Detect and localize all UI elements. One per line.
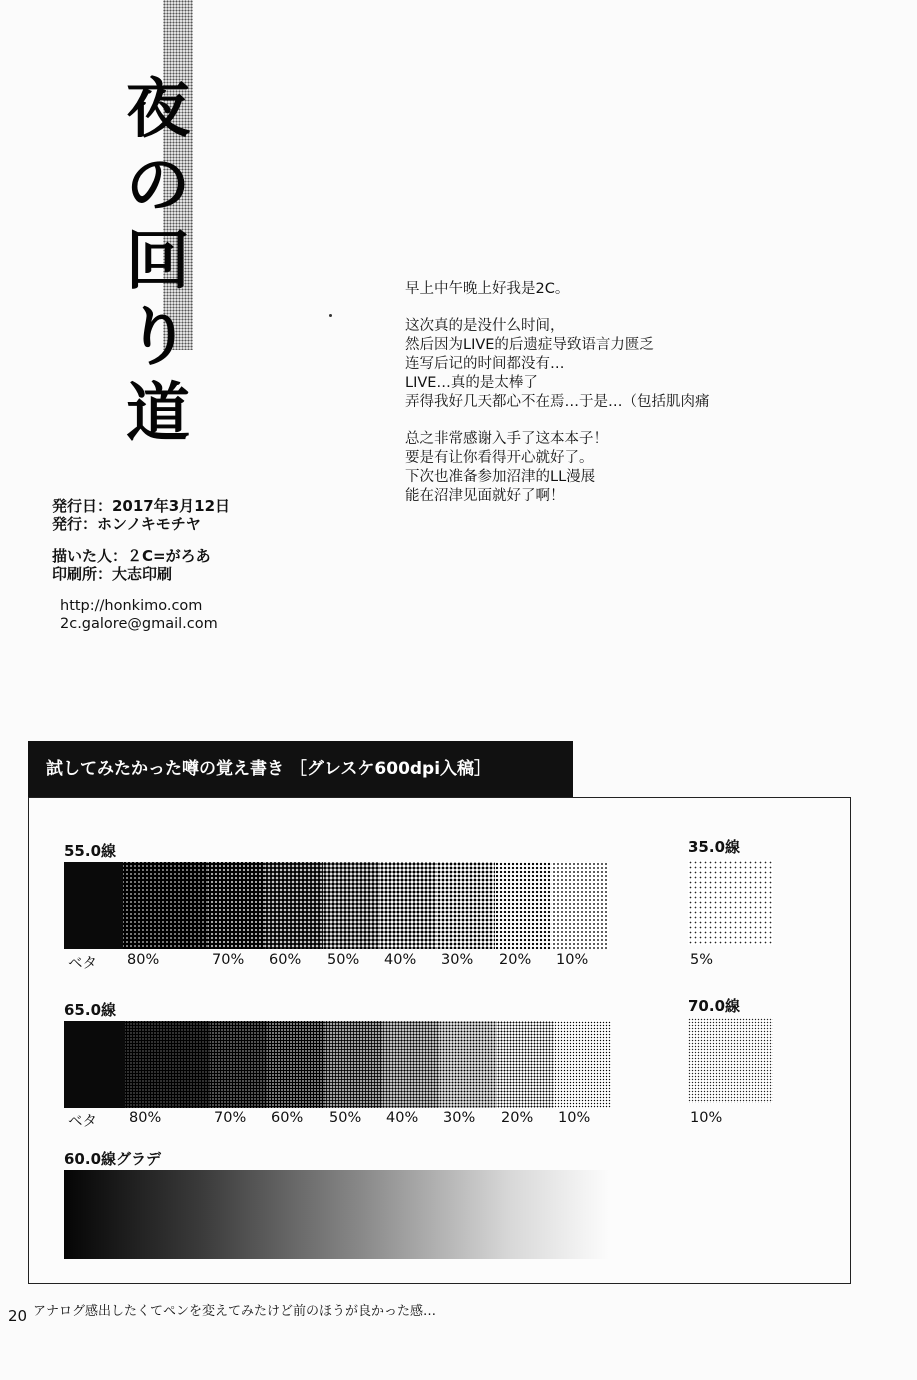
title-char: り (126, 301, 190, 375)
tone-cell (323, 862, 380, 949)
afterword-line: 下次也准备参加沼津的LL漫展 (405, 469, 596, 485)
tone-cell (439, 1021, 497, 1108)
percent-label: ベタ (68, 1114, 97, 1130)
footnote: アナログ感出したくてペンを変えてみたけど前のほうが良かった感… (33, 1304, 437, 1319)
title-char: 道 (126, 377, 190, 451)
title-char: 回 (126, 225, 190, 299)
side1-swatch (688, 860, 773, 945)
percent-label: 20% (501, 1110, 534, 1126)
tone-cell (380, 862, 437, 949)
tone-cell (382, 1021, 439, 1108)
tone-cell (125, 1021, 210, 1108)
afterword-line: 弄得我好几天都心不在焉…于是…（包括肌肉痛 (405, 394, 710, 410)
afterword (405, 280, 825, 524)
tone-cell (208, 862, 265, 949)
publisher: 発行：ホンノキモチヤ (52, 515, 201, 533)
percent-label: 10% (558, 1110, 591, 1126)
afterword-line: 总之非常感谢入手了这本本子！ (405, 431, 608, 447)
percent-label: 60% (269, 952, 302, 968)
side2-label: 70.0線 (688, 997, 741, 1015)
gradient-label: 60.0線グラデ (64, 1150, 162, 1168)
side2-value: 10% (690, 1110, 723, 1126)
percent-label: 20% (499, 952, 532, 968)
tone-cell (552, 862, 609, 949)
afterword-line: 然后因为LIVE的后遗症导致语言力匮乏 (405, 337, 654, 353)
stray-dot (329, 314, 332, 317)
title-char: 夜 (126, 73, 190, 147)
side1-value: 5% (690, 952, 714, 968)
artist: 描いた人：２C=がろあ (52, 547, 211, 565)
percent-label: 30% (443, 1110, 476, 1126)
tone-row-65 (64, 1021, 611, 1108)
website-link[interactable]: http://honkimo.com (60, 598, 203, 614)
publish-date: 発行日：2017年3月12日 (52, 497, 231, 515)
afterword-paragraph (405, 317, 825, 412)
percent-label: 40% (386, 1110, 419, 1126)
afterword-line: 能在沼津见面就好了啊！ (405, 488, 565, 504)
percent-label: ベタ (68, 956, 97, 972)
tone-cell (554, 1021, 611, 1108)
tone-cell (437, 862, 495, 949)
page-number: 20 (8, 1307, 28, 1325)
memo-header: 試してみたかった噂の覚え書き ［グレスケ600dpi入稿］ (28, 741, 573, 797)
side1-label: 35.0線 (688, 838, 741, 856)
afterword-line: 这次真的是没什么时间， (405, 318, 565, 334)
percent-label: 70% (214, 1110, 247, 1126)
afterword-line: 连写后记的时间都没有… (405, 356, 565, 372)
title-char: の (126, 149, 190, 223)
percent-label: 70% (212, 952, 245, 968)
row2-label: 65.0線 (64, 1001, 117, 1019)
percent-label: 30% (441, 952, 474, 968)
percent-label: 40% (384, 952, 417, 968)
percent-label: 80% (129, 1110, 162, 1126)
tone-cell (497, 1021, 554, 1108)
afterword-line: 要是有让你看得开心就好了。 (405, 450, 594, 466)
tone-cell (123, 862, 208, 949)
tone-cell (64, 1021, 125, 1108)
afterword-paragraph (405, 280, 825, 299)
tone-row-55 (64, 862, 609, 949)
tone-cell (495, 862, 552, 949)
percent-label: 60% (271, 1110, 304, 1126)
tone-cell (267, 1021, 325, 1108)
percent-label: 50% (329, 1110, 362, 1126)
row1-label: 55.0線 (64, 842, 117, 860)
tone-cell (325, 1021, 382, 1108)
percent-label: 10% (556, 952, 589, 968)
tone-cell (64, 862, 123, 949)
afterword-line: 早上中午晚上好我是2C。 (405, 281, 570, 297)
gradient-bar (64, 1170, 609, 1259)
afterword-paragraph (405, 430, 825, 506)
side2-swatch (688, 1018, 773, 1103)
percent-label: 80% (127, 952, 160, 968)
book-title (118, 72, 198, 452)
tone-cell (210, 1021, 267, 1108)
email-link[interactable]: 2c.galore@gmail.com (60, 616, 218, 632)
colophon (52, 497, 302, 633)
printer: 印刷所：大志印刷 (52, 565, 173, 583)
afterword-line: LIVE…真的是太棒了 (405, 375, 538, 391)
tone-cell (265, 862, 323, 949)
percent-label: 50% (327, 952, 360, 968)
